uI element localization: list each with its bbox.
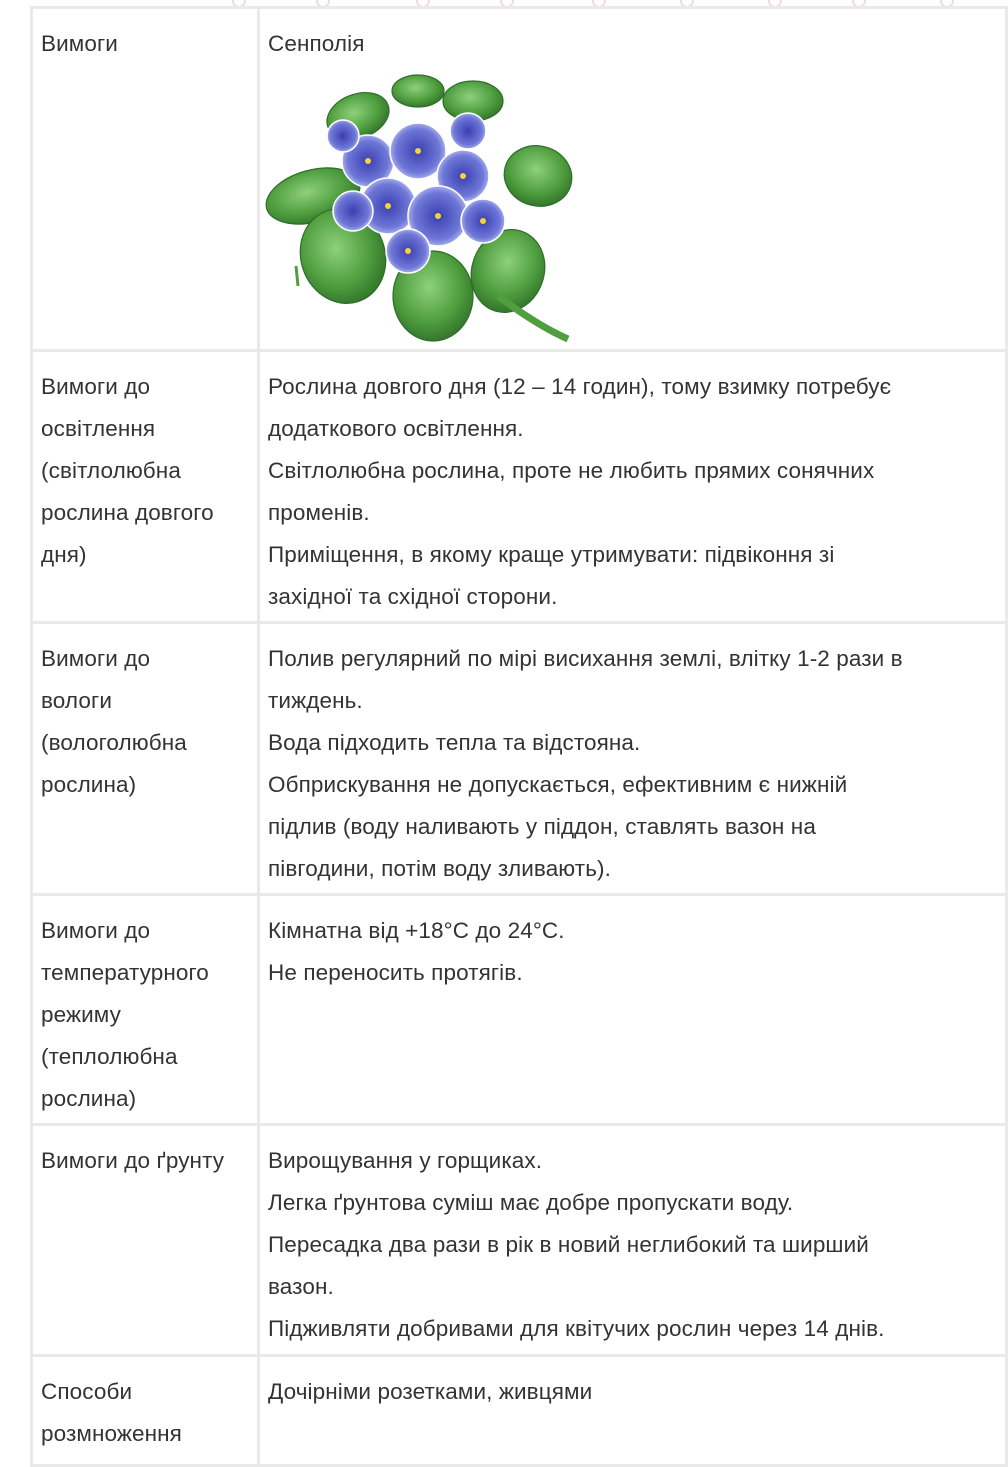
- details-line: Дочірніми розетками, живцями: [268, 1379, 593, 1404]
- details-line: додаткового освітлення.: [268, 416, 524, 441]
- details-line: підлив (воду наливають у піддон, ставлять вазон на: [268, 814, 816, 839]
- requirement-line: Вимоги до: [41, 918, 151, 943]
- requirement-cell-soil: [32, 1125, 259, 1356]
- details-cell-lighting: [259, 351, 1007, 623]
- table-row-moisture: [32, 623, 1007, 895]
- requirement-line: рослина довгого: [41, 500, 214, 525]
- header-plant-cell: [259, 8, 1007, 351]
- requirement-cell-moisture: [32, 623, 259, 895]
- header-requirement-label: Вимоги: [41, 31, 118, 56]
- table-row-temperature: [32, 895, 1007, 1125]
- details-line: Не переносить протягів.: [268, 960, 523, 985]
- plant-care-table: [30, 6, 1008, 1467]
- requirement-line: температурного: [41, 960, 209, 985]
- details-line: Рослина довгого дня (12 – 14 годин), тому взимку потребує: [268, 374, 892, 399]
- requirement-line: Вимоги до: [41, 374, 151, 399]
- table-row-lighting: [32, 351, 1007, 623]
- table-header-row: [32, 8, 1007, 351]
- requirement-cell-temperature: [32, 895, 259, 1125]
- african-violet-plant-icon: [268, 71, 578, 339]
- details-line: Обприскування не допускається, ефективним є нижній: [268, 772, 848, 797]
- details-line: Вода підходить тепла та відстояна.: [268, 730, 641, 755]
- details-line: Приміщення, в якому краще утримувати: підвіконня зі: [268, 542, 835, 567]
- table-row-soil: [32, 1125, 1007, 1356]
- requirement-line: (вологолюбна: [41, 730, 187, 755]
- details-line: Підживляти добривами для квітучих рослин через 14 днів.: [268, 1316, 885, 1341]
- details-line: Вирощування у горщиках.: [268, 1148, 543, 1173]
- requirement-line: Вимоги до: [41, 646, 151, 671]
- requirement-line: рослина): [41, 772, 137, 797]
- details-cell-propagation: [259, 1356, 1007, 1466]
- requirement-line: освітлення: [41, 416, 156, 441]
- details-line: півгодини, потім воду зливають).: [268, 856, 611, 881]
- details-cell-soil: [259, 1125, 1007, 1356]
- requirement-line: дня): [41, 542, 87, 567]
- requirement-cell-lighting: [32, 351, 259, 623]
- requirement-cell-propagation: [32, 1356, 259, 1466]
- requirement-line: розмноження: [41, 1421, 182, 1446]
- details-line: вазон.: [268, 1274, 334, 1299]
- plant-name: Сенполія: [268, 31, 365, 56]
- requirement-line: Способи: [41, 1379, 133, 1404]
- requirement-line: вологи: [41, 688, 112, 713]
- details-line: Полив регулярний по мірі висихання землі, влітку 1-2 рази в: [268, 646, 903, 671]
- details-cell-temperature: [259, 895, 1007, 1125]
- details-line: тиждень.: [268, 688, 363, 713]
- details-line: західної та східної сторони.: [268, 584, 558, 609]
- details-line: Пересадка два рази в рік в новий неглибокий та ширший: [268, 1232, 869, 1257]
- details-line: Кімнатна від +18°С до 24°С.: [268, 918, 565, 943]
- requirement-line: (теплолюбна: [41, 1044, 178, 1069]
- table-row-propagation: [32, 1356, 1007, 1466]
- requirement-line: рослина): [41, 1086, 137, 1111]
- requirement-line: режиму: [41, 1002, 121, 1027]
- details-line: Світлолюбна рослина, проте не любить прямих сонячних: [268, 458, 875, 483]
- requirement-line: Вимоги до ґрунту: [41, 1148, 225, 1173]
- header-requirement-cell: [32, 8, 259, 351]
- details-line: променів.: [268, 500, 370, 525]
- details-line: Легка ґрунтова суміш має добре пропускати воду.: [268, 1190, 794, 1215]
- requirement-line: (світлолюбна: [41, 458, 181, 483]
- details-cell-moisture: [259, 623, 1007, 895]
